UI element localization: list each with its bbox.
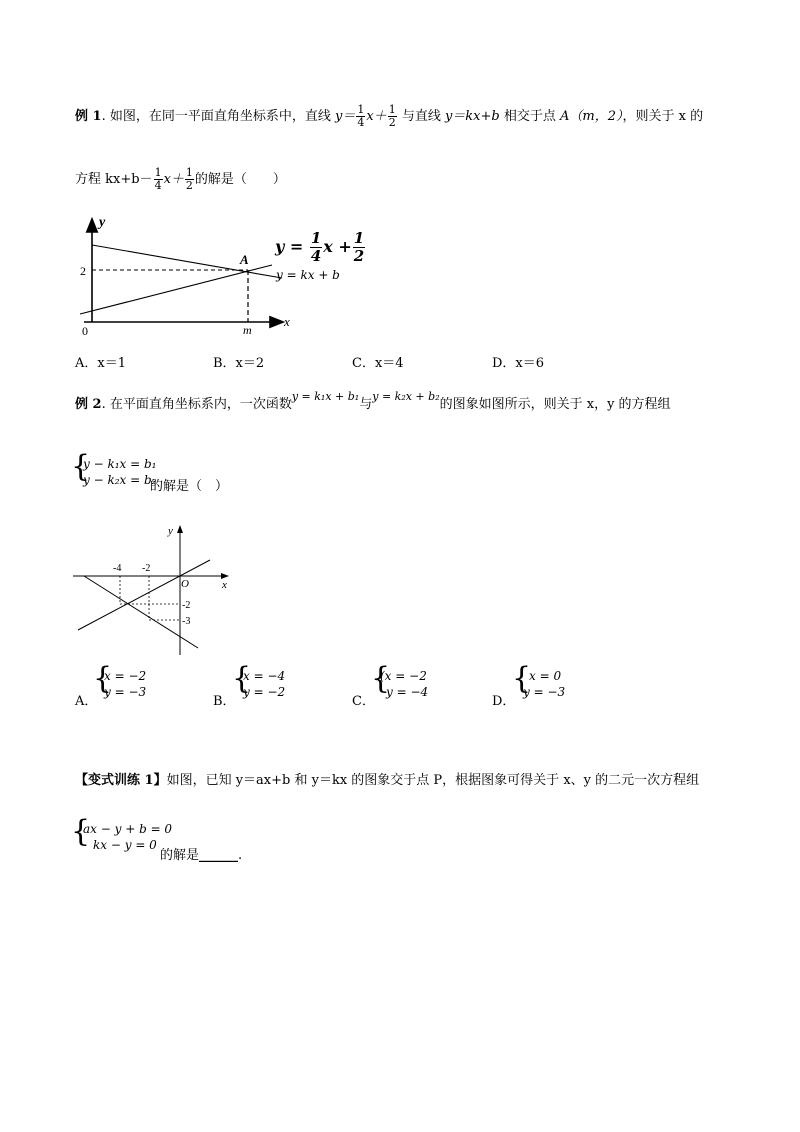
ex1-tick-y: 2 [80, 264, 86, 278]
ex3-suffix: 的解是 [160, 848, 200, 863]
ex2-tick-y-neg3: -3 [182, 616, 191, 627]
ex1-x-axis-label: x [284, 314, 290, 329]
ex1-eq-suffix: 的解是（ ） [194, 172, 286, 187]
ex1-line2: y＝kx+b [444, 109, 500, 124]
ex1-text-d: ，则关于 x 的 [622, 109, 704, 124]
ex3-question [75, 769, 699, 788]
ex1-question-line1 [75, 104, 703, 129]
ex3-label: 【变式训练 1】 [75, 773, 167, 788]
ex2-system [83, 456, 157, 488]
ex3-system-line2: kx − y = 0 [93, 838, 157, 852]
ex1-point: A（m，2） [560, 109, 623, 124]
ex2-system-line2: y − k₂x = b₂ [83, 473, 157, 487]
ex2-option-c-system: (x = −2 y = −4 [380, 669, 429, 699]
ex2-option-c-brace: { [371, 661, 391, 696]
ex1-line-decreasing [92, 245, 282, 278]
ex1-frac1: $\frac{1}{4}$ [357, 103, 365, 129]
ex1-text-a: . 如图，在同一平面直角坐标系中，直线 [101, 109, 335, 124]
ex1-eq-prefix: 方程 kx+b－ [75, 172, 153, 187]
ex2-option-d-letter: D． [492, 694, 516, 709]
ex1-line-increasing [80, 265, 272, 314]
ex1-option-c[interactable]: C．x＝4 [352, 356, 404, 371]
ex3-system [83, 821, 172, 853]
ex2-tick-neg2: -2 [142, 563, 151, 574]
ex2-option-b-brace: { [232, 661, 252, 696]
ex2-system-suffix: 的解是（ ） [150, 479, 229, 494]
ex2-system-brace: { [71, 449, 91, 484]
ex2-origin-label: O [181, 578, 189, 590]
ex2-x-axis-label: x [222, 579, 227, 591]
ex2-option-a-brace: { [93, 661, 113, 696]
ex1-y-eq: y＝ [334, 109, 356, 124]
ex2-y-axis-label: y [168, 525, 173, 537]
ex1-option-a[interactable]: A．x＝1 [75, 356, 126, 371]
ex1-label: 例 1 [75, 109, 102, 124]
ex3-system-line1: ax − y + b = 0 [83, 822, 173, 836]
ex1-eq-frac1: $\frac{1}{4}$ [154, 166, 162, 192]
ex2-option-b-system: x = −4 y = −2 [243, 669, 286, 699]
ex3-answer-blank[interactable]: ______ [199, 848, 239, 863]
ex2-graph [70, 520, 240, 660]
ex2-text-a: . 在平面直角坐标系内，一次函数 [101, 397, 292, 412]
ex2-mid: 与 [359, 397, 373, 412]
ex2-option-c-letter: C． [352, 694, 375, 709]
ex1-option-d[interactable]: D．x＝6 [492, 356, 545, 371]
ex2-tick-y-neg2: -2 [182, 600, 191, 611]
ex3-end: . [238, 848, 243, 863]
ex1-eq-x-plus: x＋ [163, 172, 184, 187]
ex2-func2: y = k₂x + b₂ [372, 390, 440, 403]
ex1-point-label: A [240, 252, 249, 267]
ex2-func1: y = k₁x + b₁ [291, 390, 360, 403]
ex2-option-d-brace: { [512, 661, 532, 696]
ex2-option-a-system: x = −2 y = −3 [104, 669, 147, 699]
ex1-y-axis-label: y [99, 215, 106, 230]
ex2-question-line1 [75, 390, 671, 412]
ex1-tick-x: m [243, 323, 252, 337]
ex2-system-line1: y − k₁x = b₁ [83, 457, 157, 471]
ex2-option-d-system: x = 0 y = −3 [523, 669, 566, 699]
ex1-origin-label: 0 [82, 324, 88, 338]
ex2-text-b: 的图象如图所示，则关于 x，y 的方程组 [439, 397, 671, 412]
ex1-eq-frac2: $\frac{1}{2}$ [185, 166, 193, 192]
ex1-frac2: $\frac{1}{2}$ [388, 103, 396, 129]
ex1-option-b[interactable]: B．x＝2 [213, 356, 265, 371]
ex1-x-plus: x＋ [366, 109, 387, 124]
ex1-line2-label: y = kx + b [276, 268, 340, 282]
ex2-option-a-letter: A． [75, 694, 98, 709]
ex2-tick-neg4: -4 [113, 563, 122, 574]
ex2-option-b-letter: B． [213, 694, 236, 709]
ex3-system-brace: { [71, 814, 91, 849]
ex3-text: 如图，已知 y＝ax+b 和 y＝kx 的图象交于点 P，根据图象可得关于 x、y 的二元一次方程组 [166, 773, 700, 788]
ex3-answer-line [160, 844, 242, 863]
ex1-line1-label: y = $\frac{1}{4}$ x + $\frac{1}{2}$ [275, 229, 365, 265]
ex1-text-b: 与直线 [397, 109, 445, 124]
ex2-label: 例 2 [75, 397, 102, 412]
ex1-text-c: 相交于点 [499, 109, 560, 124]
ex1-question-line2 [75, 167, 286, 192]
